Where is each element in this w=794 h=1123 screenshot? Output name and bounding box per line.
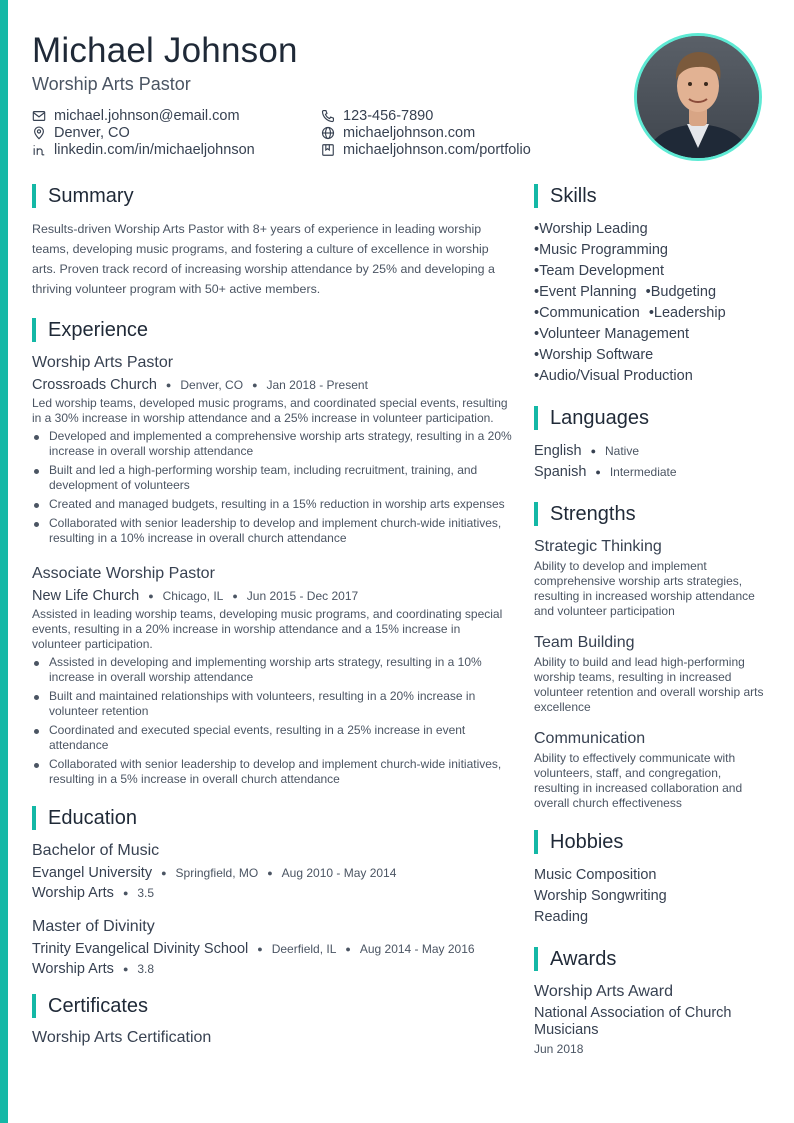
profile-portrait-illustration	[637, 36, 759, 158]
separator-dot: ●	[590, 446, 596, 456]
skill-item: Worship Leading	[539, 221, 648, 237]
strength-title: Team Building	[534, 634, 635, 651]
school-location: Springfield, MO	[175, 866, 259, 880]
field-of-study: Worship Arts	[32, 885, 114, 901]
education-dates: Aug 2010 - May 2014	[281, 866, 397, 880]
strength-item	[534, 633, 768, 715]
candidate-role: Worship Arts Pastor	[32, 74, 191, 94]
heading-accent	[534, 184, 538, 208]
separator-dot: ●	[267, 868, 273, 878]
heading-accent	[32, 994, 36, 1018]
award-date: Jun 2018	[534, 1042, 584, 1056]
skill-item: Team Development	[539, 263, 664, 279]
heading-accent	[534, 947, 538, 971]
job-dates: Jun 2015 - Dec 2017	[246, 589, 359, 603]
phone-icon	[321, 109, 335, 123]
certificate-item: Worship Arts Certification	[32, 1029, 212, 1046]
job-meta	[32, 587, 512, 605]
education-field	[32, 961, 512, 977]
education-dates: Aug 2014 - May 2016	[359, 942, 475, 956]
separator-dot: ●	[148, 591, 154, 601]
job-bullet: Built and maintained relationships with volunteers, resulting in a 20% increase in volunteer retention	[32, 689, 512, 719]
hobbies-heading: Hobbies	[534, 829, 768, 855]
heading-accent	[534, 502, 538, 526]
skill-item: Worship Software	[539, 347, 654, 363]
accent-bar	[0, 0, 8, 1123]
job-bullet: Built and led a high-performing worship team, including recruitment, training, and development of volunteers	[32, 463, 512, 493]
contact-location	[32, 124, 321, 141]
linkedin-icon	[32, 143, 46, 157]
job-dates: Jan 2018 - Present	[266, 378, 368, 392]
strengths-heading: Strengths	[534, 501, 768, 527]
job-bullets	[32, 655, 512, 787]
skill-item: Event Planning	[539, 284, 637, 300]
job-title: Associate Worship Pastor	[32, 565, 215, 582]
hobby-item: Reading	[534, 909, 589, 925]
globe-icon	[321, 126, 335, 140]
contact-email[interactable]	[32, 107, 321, 124]
language-level: Native	[605, 444, 640, 458]
hobby-item: Music Composition	[534, 867, 657, 883]
field-of-study: Worship Arts	[32, 961, 114, 977]
languages-heading: Languages	[534, 405, 768, 431]
experience-item	[32, 564, 512, 787]
contact-phone[interactable]	[321, 107, 592, 124]
language-name: Spanish	[534, 464, 587, 480]
job-bullet: Developed and implemented a comprehensive worship arts strategy, resulting in a 20% increase in overall worship attendance	[32, 429, 512, 459]
skill-item: Communication	[539, 305, 640, 321]
strength-item	[534, 537, 768, 619]
award-title: Worship Arts Award	[534, 983, 674, 1000]
profile-photo	[634, 33, 762, 161]
degree-title: Master of Divinity	[32, 918, 155, 935]
separator-dot: ●	[595, 467, 601, 477]
job-bullet: Created and managed budgets, resulting in a 15% reduction in worship arts expenses	[32, 497, 512, 512]
language-name: English	[534, 443, 582, 459]
contact-linkedin[interactable]	[32, 141, 321, 158]
education-item	[32, 841, 512, 901]
strength-description: Ability to effectively communicate with volunteers, staff, and congregation, resulting in increased collaboration and overall church effectiveness	[534, 751, 743, 810]
gpa-value: 3.5	[137, 886, 155, 900]
education-item	[32, 917, 512, 977]
language-level: Intermediate	[609, 465, 677, 479]
summary-text: Results-driven Worship Arts Pastor with 8+ years of experience in leading worship teams, developing music programs, and fostering a culture of excellence in worship arts. Proven track record of increasing worship attendance by 25% and developing a thriving volunteer program with 50+ active members.	[32, 222, 495, 296]
portfolio-text: michaeljohnson.com/portfolio	[343, 141, 531, 158]
job-location: Denver, CO	[180, 378, 244, 392]
hobbies-list	[534, 865, 768, 928]
education-meta	[32, 864, 512, 882]
language-item	[534, 441, 768, 462]
experience-heading: Experience	[32, 317, 512, 343]
heading-accent	[534, 830, 538, 854]
gpa-value: 3.8	[137, 962, 155, 976]
job-bullet: Assisted in developing and implementing worship arts strategy, resulting in a 10% increase in overall worship attendance	[32, 655, 512, 685]
job-org: Crossroads Church	[32, 377, 157, 393]
contact-info	[32, 107, 592, 158]
skills-heading: Skills	[534, 183, 768, 209]
skill-item: Budgeting	[650, 284, 717, 300]
job-bullet: Collaborated with senior leadership to develop and implement church-wide initiatives, resulting in a 10% increase in overall church attendance	[32, 516, 512, 546]
skill-item: Leadership	[653, 305, 726, 321]
education-meta	[32, 940, 512, 958]
experience-item	[32, 353, 512, 546]
heading-accent	[32, 806, 36, 830]
main-column	[32, 183, 512, 1047]
hobby-item: Worship Songwriting	[534, 888, 667, 904]
school-name: Evangel University	[32, 865, 153, 881]
skill-item: Volunteer Management	[539, 326, 690, 342]
job-bullets	[32, 429, 512, 546]
heading-accent	[534, 406, 538, 430]
location-text: Denver, CO	[54, 124, 130, 141]
awards-heading: Awards	[534, 946, 768, 972]
job-title: Worship Arts Pastor	[32, 354, 174, 371]
job-description: Assisted in leading worship teams, developing music programs, and coordinating special events, resulting in a 20% increase in worship attendance and a 15% increase in volunteer participation.	[32, 607, 503, 651]
separator-dot: ●	[122, 888, 129, 898]
contact-portfolio[interactable]	[321, 141, 592, 158]
school-location: Deerfield, IL	[271, 942, 337, 956]
school-name: Trinity Evangelical Divinity School	[32, 941, 249, 957]
job-bullet: Collaborated with senior leadership to develop and implement church-wide initiatives, resulting in a 5% increase in overall church attendance	[32, 757, 512, 787]
bookmark-icon	[321, 143, 335, 157]
education-field	[32, 885, 512, 901]
job-meta	[32, 376, 512, 394]
separator-dot: ●	[122, 964, 129, 974]
languages-list	[534, 441, 768, 483]
job-description: Led worship teams, developed music programs, and coordinated special events, resulting in a 30% increase in worship attendance and a 25% increase in volunteer participation.	[32, 396, 508, 425]
candidate-name: Michael Johnson	[32, 31, 298, 70]
phone-text: 123-456-7890	[343, 107, 434, 124]
certificates-heading: Certificates	[32, 993, 512, 1019]
side-column	[534, 183, 768, 1056]
separator-dot: ●	[257, 944, 263, 954]
skill-item: Audio/Visual Production	[539, 368, 693, 384]
strength-description: Ability to build and lead high-performing worship teams, resulting in increased volunteer retention and overall worship arts excellence	[534, 655, 764, 714]
linkedin-text: linkedin.com/in/michaeljohnson	[54, 141, 255, 158]
separator-dot: ●	[161, 868, 167, 878]
job-bullet: Coordinated and executed special events, resulting in a 25% increase in event attendance	[32, 723, 512, 753]
email-text: michael.johnson@email.com	[54, 107, 240, 124]
heading-accent	[32, 184, 36, 208]
degree-title: Bachelor of Music	[32, 842, 160, 859]
separator-dot: ●	[345, 944, 351, 954]
location-pin-icon	[32, 126, 46, 140]
website-text: michaeljohnson.com	[343, 124, 476, 141]
contact-website[interactable]	[321, 124, 592, 141]
skills-list: • Worship Leading • Music Programming • Team Development • Event Planning • Budgeting • Communication • Leadership • Volunteer Management • Worship Software • Audio/Visual Production	[534, 219, 768, 387]
skill-item: Music Programming	[539, 242, 668, 258]
separator-dot: ●	[252, 380, 258, 390]
summary-heading: Summary	[32, 183, 512, 209]
education-heading: Education	[32, 805, 512, 831]
email-icon	[32, 109, 46, 123]
heading-accent	[32, 318, 36, 342]
separator-dot: ●	[232, 591, 238, 601]
strength-description: Ability to develop and implement comprehensive worship arts strategies, resulting in increased worship attendance and volunteer participation	[534, 559, 755, 618]
award-item	[534, 982, 768, 1056]
award-organization: National Association of Church Musicians	[534, 1005, 732, 1038]
strength-item	[534, 729, 768, 811]
job-location: Chicago, IL	[162, 589, 224, 603]
language-item	[534, 462, 768, 483]
strength-title: Strategic Thinking	[534, 538, 662, 555]
separator-dot: ●	[165, 380, 172, 390]
job-org: New Life Church	[32, 588, 140, 604]
strength-title: Communication	[534, 730, 646, 747]
